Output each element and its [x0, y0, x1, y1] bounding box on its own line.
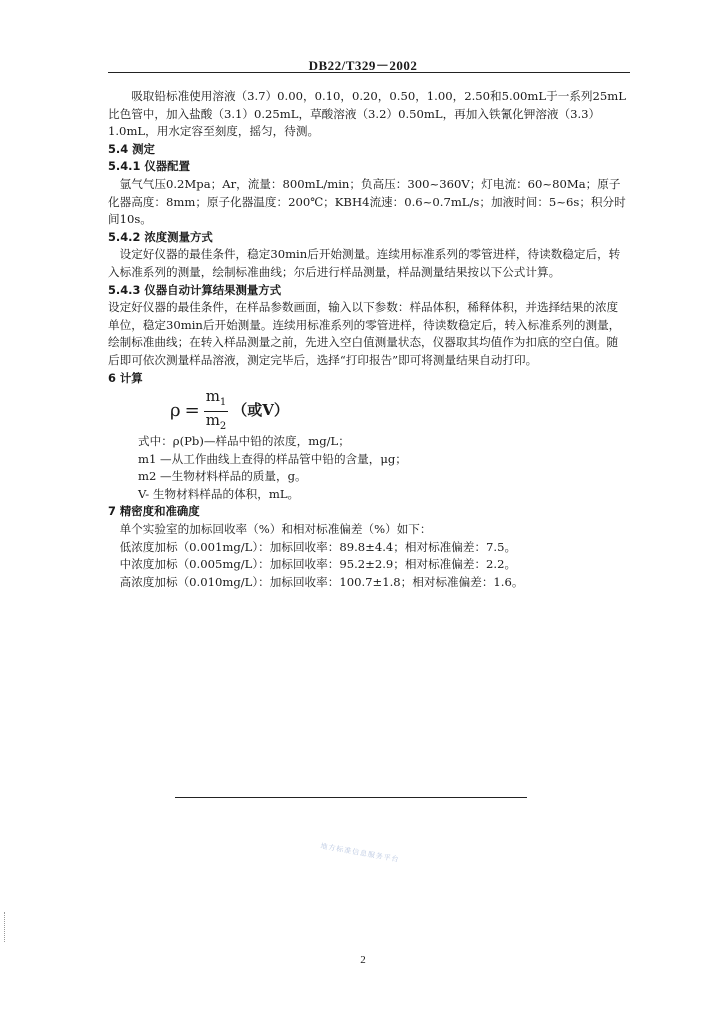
- heading-7: 7 精密度和准确度: [108, 504, 200, 519]
- precision-row-low: 低浓度加标（0.001mg/L）：加标回收率：89.8±4.4；相对标准偏差：7.5。: [119, 539, 517, 554]
- standard-code: DB22/T329－2002: [308, 58, 418, 73]
- paragraph-concentration-mode: 设定好仪器的最佳条件，稳定30min后开始测量。连续用标准系列的零管进样，待读数稳定后，转入标准系列的测量，绘制标准曲线；尔后进行样品测量，样品测量结果按以下公式计算。: [108, 247, 621, 279]
- formula-alternative: （或V）: [232, 401, 289, 420]
- precision-intro: 单个实验室的加标回收率（%）和相对标准偏差（%）如下：: [119, 522, 432, 537]
- formula-equals: =: [184, 400, 200, 422]
- heading-5-4-2: 5.4.2 浓度测量方式: [108, 229, 213, 244]
- formula-numerator: $m_1$: [204, 388, 229, 412]
- watermark-text: 地方标准信息服务平台: [319, 842, 401, 864]
- heading-5-4-3: 5.4.3 仪器自动计算结果测量方式: [108, 282, 282, 297]
- variable-m2: m2 —生物材料样品的质量，g。: [138, 469, 307, 484]
- paragraph-instrument-config: 氩气气压0.2Mpa；Ar，流量：800mL/min；负高压：300~360V；灯电流：60~80Ma；原子化器高度：8mm；原子化器温度：200℃；KBH4流速：0.6~0.7mL/s；加液时间：5~6s；积分时间10s。: [108, 176, 626, 227]
- precision-row-high: 高浓度加标（0.010mg/L）：加标回收率：100.7±1.8；相对标准偏差：1.6。: [119, 574, 524, 589]
- paragraph-auto-calc-mode: 设定好仪器的最佳条件，在样品参数画面，输入以下参数：样品体积，稀释体积，并选择结果的浓度单位，稳定30min后开始测量。连续用标准系列的零管进样，待读数稳定后，转入标准系列的测量，绘制标准曲线；在转入样品测量之前，先进入空白值测量状态，仪器取其均值作为扣底的空白值。随后即可依次测量样品溶液，测定完毕后，选择“打印报告”即可将测量结果自动打印。: [108, 300, 621, 367]
- scan-edge-marks: [4, 912, 7, 942]
- formula-denominator: $m_2$: [205, 410, 227, 432]
- variable-v: V- 生物材料样品的体积，mL。: [138, 486, 300, 501]
- formula-lhs: ρ: [170, 400, 181, 422]
- heading-5-4-1: 5.4.1 仪器配置: [108, 159, 190, 174]
- paragraph-standard-series: 吸取铅标准使用溶液（3.7）0.00，0.10，0.20，0.50，1.00，2.50和5.00mL于一系列25mL比色管中，加入盐酸（3.1）0.25mL，草酸溶液（3.2）0.50mL，再加入铁氰化钾溶液（3.3）1.0mL，用水定容至刻度，摇匀，待测。: [108, 89, 626, 139]
- document-body: [108, 88, 628, 591]
- heading-5-4: 5.4 测定: [108, 141, 155, 156]
- variable-m1: m1 —从工作曲线上查得的样品管中铅的含量，μg；: [138, 451, 407, 466]
- formula-fraction: [204, 388, 229, 435]
- page-number: 2: [360, 954, 366, 966]
- calculation-formula: [170, 386, 628, 432]
- heading-6: 6 计算: [108, 370, 143, 385]
- precision-row-mid: 中浓度加标（0.005mg/L）：加标回收率：95.2±2.9；相对标准偏差：2.2。: [119, 557, 517, 572]
- end-rule: [175, 797, 527, 798]
- variable-rho: 式中：ρ(Pb)—样品中铅的浓度，mg/L；: [138, 434, 350, 449]
- header-rule: [108, 72, 630, 73]
